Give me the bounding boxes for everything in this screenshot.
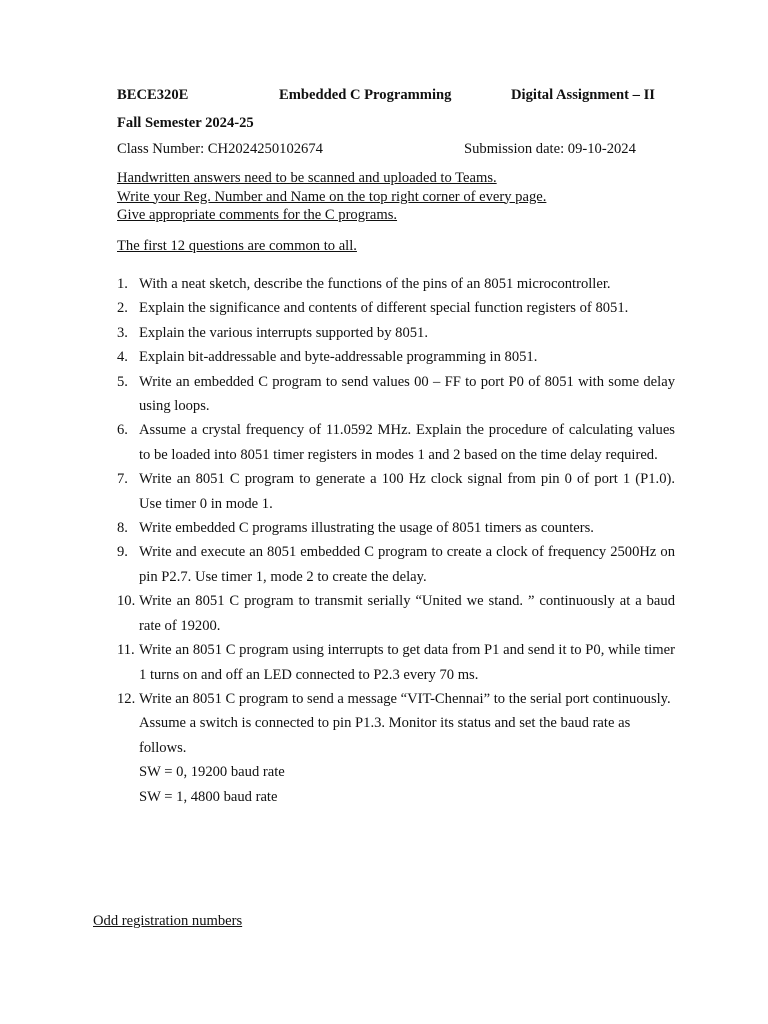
submission-date: Submission date: 09-10-2024 [464, 141, 636, 157]
question-number: 3. [117, 324, 128, 341]
question-text: Write embedded C programs illustrating the usage of 8051 timers as counters. [139, 520, 594, 537]
question-text: Write an 8051 C program to transmit serially “United we stand. ” continuously at a baud rate of 19200. [139, 593, 675, 634]
course-code: BECE320E [117, 87, 189, 103]
question-item [117, 687, 675, 809]
question-text: Write an 8051 C program to generate a 100 Hz clock signal from pin 0 of port 1 (P1.0). Use timer 0 in mode 1. [139, 471, 675, 512]
question-text: Explain bit-addressable and byte-addressable programming in 8051. [139, 349, 538, 366]
question-number: 1. [117, 276, 128, 292]
semester: Fall Semester 2024-25 [117, 115, 254, 131]
question-text: Assume a crystal frequency of 11.0592 MHz. Explain the procedure of calculating values to be loaded into 8051 timer registers in modes 1 and 2 based on the time delay required. [139, 422, 675, 463]
question-text: Explain the significance and contents of different special function registers of 8051. [139, 300, 629, 317]
question-text: Write an embedded C program to send values 00 – FF to port P0 of 8051 with some delay using loops. [139, 373, 675, 415]
question-text: With a neat sketch, describe the functions of the pins of an 8051 microcontroller. [139, 276, 611, 292]
question-number: 12. [117, 690, 136, 707]
instruction-item: Handwritten answers need to be scanned and uploaded to Teams. [117, 170, 497, 186]
header-row [117, 87, 677, 107]
instruction-item: Give appropriate comments for the C programs. [117, 207, 398, 223]
instruction-item: Write your Reg. Number and Name on the top right corner of every page. [117, 188, 547, 205]
question-number: 9. [117, 544, 128, 561]
question-item [117, 540, 675, 589]
question-item [117, 589, 675, 638]
question-item [117, 296, 675, 320]
question-item [117, 345, 675, 369]
baud-rate-option: SW = 1, 4800 baud rate [139, 788, 278, 805]
common-questions-note: The first 12 questions are common to all. [117, 238, 357, 254]
question-number: 7. [117, 471, 128, 488]
question-number: 6. [117, 422, 128, 439]
question-number: 8. [117, 520, 128, 537]
instructions-list [117, 169, 546, 225]
class-number: Class Number: CH2024250102674 [117, 141, 323, 157]
question-item [117, 418, 675, 467]
class-info-row [117, 141, 677, 161]
question-item [117, 516, 675, 540]
baud-rate-option: SW = 0, 19200 baud rate [139, 764, 285, 781]
question-number: 11. [117, 642, 135, 659]
question-number: 10. [117, 593, 136, 610]
question-text: Explain the various interrupts supported by 8051. [139, 324, 428, 341]
question-item [117, 321, 675, 345]
question-item [117, 638, 675, 687]
assignment-title: Digital Assignment – II [511, 87, 655, 103]
question-text: Write an 8051 C program using interrupts to get data from P1 and send it to P0, while timer 1 turns on and off an LED connected to P2.3 every 70 ms. [139, 642, 675, 683]
course-title: Embedded C Programming [279, 87, 452, 103]
questions-list [117, 272, 675, 809]
question-number: 4. [117, 349, 128, 366]
odd-registration-heading: Odd registration numbers [93, 913, 243, 929]
question-text: Write an 8051 C program to send a message “VIT-Chennai” to the serial port continuously. Assume a switch is connected to pin P1.3. Monitor its status and set the baud rate as follows. [139, 690, 671, 756]
question-item [117, 467, 675, 516]
question-item [117, 272, 675, 296]
question-text: Write and execute an 8051 embedded C program to create a clock of frequency 2500Hz on pin P2.7. Use timer 1, mode 2 to create the delay. [139, 544, 675, 585]
question-item [117, 370, 675, 419]
question-number: 5. [117, 373, 128, 390]
question-number: 2. [117, 300, 128, 317]
